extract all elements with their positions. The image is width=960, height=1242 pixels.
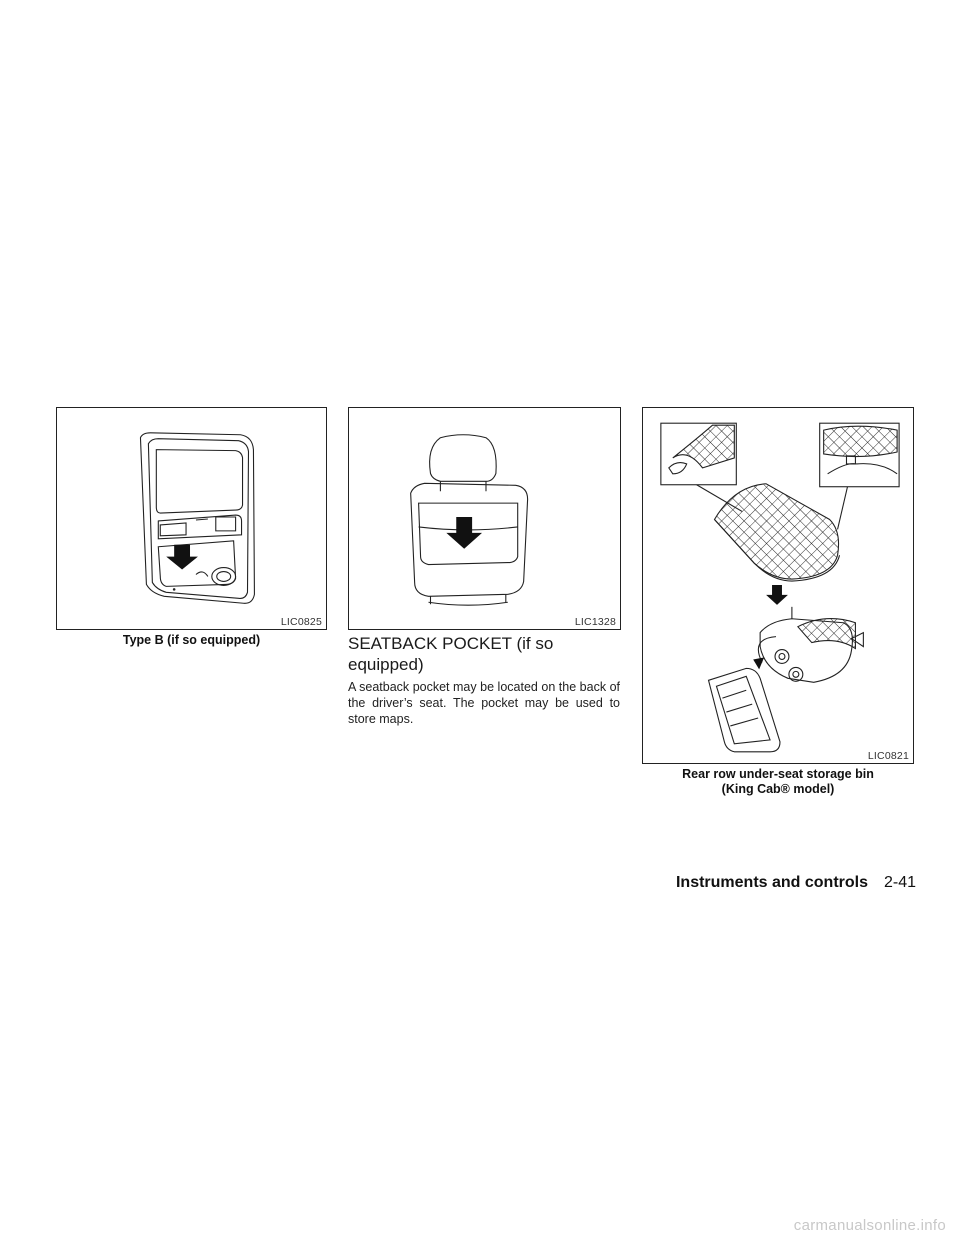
- page-number: 2-41: [884, 874, 917, 891]
- seat-figure: [348, 407, 621, 630]
- figure-code: LIC0821: [867, 750, 909, 762]
- figure-code: LIC0825: [280, 616, 322, 628]
- storage-bin-illustration: [643, 408, 913, 763]
- door-pocket-illustration: [57, 408, 326, 629]
- storage-bin-caption-line2: (King Cab® model): [721, 782, 835, 796]
- storage-bin-caption: [642, 767, 914, 797]
- storage-bin-figure: [642, 407, 914, 764]
- door-figure: [56, 407, 327, 630]
- section-body: A seatback pocket may be located on the back of the driver’s seat. The pocket may be used to store maps.: [348, 680, 620, 726]
- footer-section-title: Instruments and controls: [675, 874, 868, 891]
- storage-bin-caption-line1: Rear row under-seat storage bin: [682, 767, 874, 781]
- seatback-pocket-illustration: [349, 408, 620, 629]
- watermark: carmanualsonline.info: [793, 1217, 946, 1234]
- door-figure-caption: Type B (if so equipped): [122, 633, 261, 647]
- section-heading: SEATBACK POCKET (if so equipped): [348, 634, 554, 674]
- figure-code: LIC1328: [574, 616, 616, 628]
